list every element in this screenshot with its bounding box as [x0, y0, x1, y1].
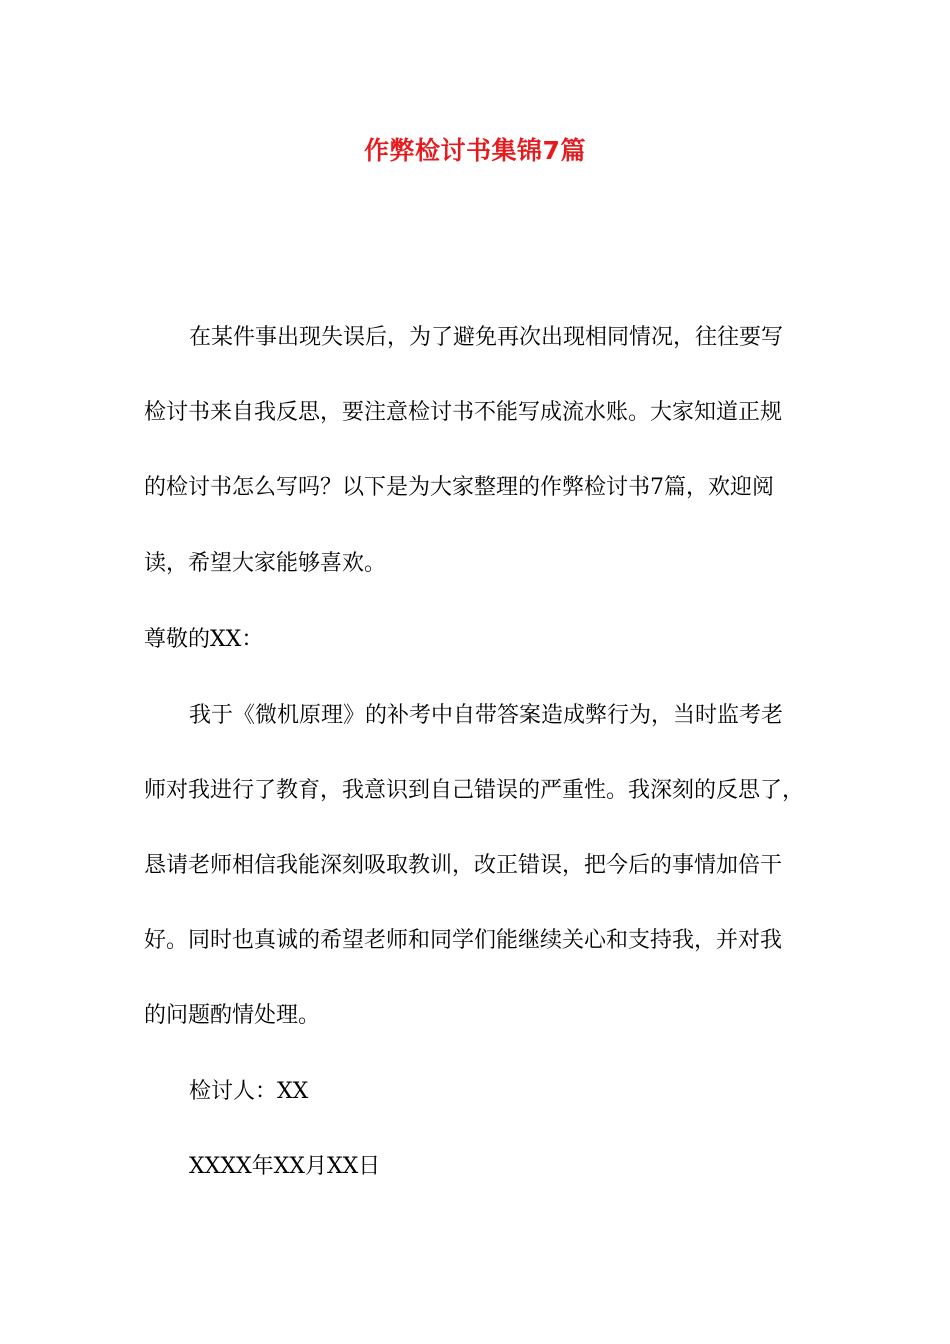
intro-line-3: 的检讨书怎么写吗？以下是为大家整理的作弊检讨书7篇，欢迎阅	[144, 475, 774, 500]
signature: 检讨人：XX	[189, 1079, 309, 1104]
document-title: 作弊检讨书集锦7篇	[364, 136, 586, 165]
body-line-4: 好。同时也真诚的希望老师和同学们能继续关心和支持我，并对我	[144, 928, 783, 953]
body-line-5: 的问题酌情处理。	[144, 1003, 321, 1028]
date-line: XXXX年XX月XX日	[189, 1154, 381, 1179]
intro-line-4: 读，希望大家能够喜欢。	[144, 551, 387, 576]
body-line-3: 恳请老师相信我能深刻吸取教训，改正错误，把今后的事情加倍干	[144, 853, 783, 878]
body-line-1: 我于《微机原理》的补考中自带答案造成弊行为，当时监考老	[189, 703, 784, 728]
body-line-2: 师对我进行了教育，我意识到自己错误的严重性。我深刻的反思了，	[144, 778, 805, 803]
intro-line-1: 在某件事出现失误后，为了避免再次出现相同情况，往往要写	[189, 325, 784, 350]
salutation: 尊敬的XX：	[144, 627, 264, 652]
intro-line-2: 检讨书来自我反思，要注意检讨书不能写成流水账。大家知道正规	[144, 400, 783, 425]
